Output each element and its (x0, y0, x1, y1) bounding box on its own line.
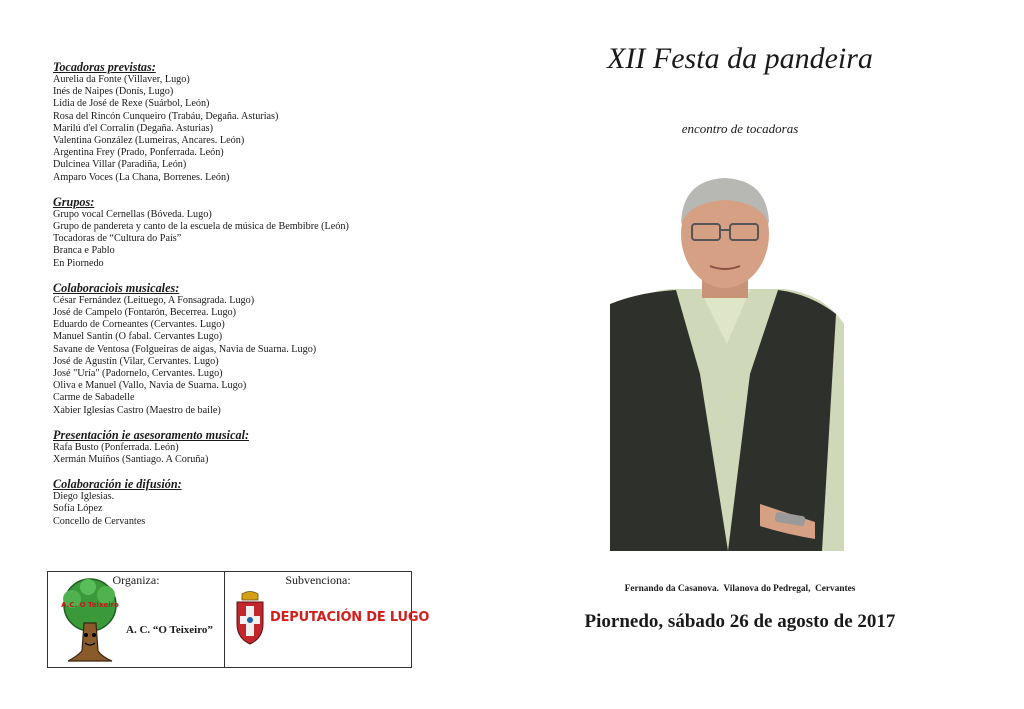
sponsors-box (47, 571, 430, 668)
tree-mascot-icon (58, 577, 122, 665)
section-tocadoras (53, 60, 473, 184)
section-colaboraciois (53, 281, 473, 417)
subvenciona-cell (225, 572, 430, 667)
list-item: Xermán Muíños (Santiago. A Coruña) (53, 454, 209, 466)
list-item: Xabier Iglesias Castro (Maestro de baile) (53, 404, 221, 416)
section-presentacion (53, 428, 473, 466)
organiza-cell (48, 572, 225, 667)
list-item: Savane de Ventosa (Folgueiras de aigas, Navia de Suarna. Lugo) (53, 343, 317, 355)
deputacion-logo-text: DEPUTACIÓN DE LUGO (270, 610, 430, 625)
list-item: Valentina González (Lumeiras, Ancares. León) (53, 135, 245, 147)
portrait-photo (610, 174, 844, 551)
poster-subtitle: encontro de tocadoras (681, 121, 799, 136)
subvenciona-label: Subvenciona: (285, 573, 351, 587)
organiza-label: Organiza: (112, 573, 160, 587)
list-item: Oliva e Manuel (Vallo, Navia de Suarna. Lugo) (53, 380, 247, 392)
list-item: Sofía López (53, 503, 103, 515)
section-heading: Colaboración ie difusión: (53, 477, 182, 492)
list-item: César Fernández (Leituego, A Fonsagrada. Lugo) (53, 294, 255, 306)
section-difusion (53, 477, 473, 528)
list-item: José "Uría" (Padornelo, Cervantes. Lugo) (53, 368, 223, 380)
list-item: Marilú d'el Corralín (Degaña. Asturias) (53, 122, 213, 134)
list-item: Tocadoras de “Cultura do País” (53, 233, 182, 245)
list-item: Branca e Pablo (53, 245, 115, 257)
list-item: Dulcinea Villar (Paradiña, León) (53, 159, 187, 171)
list-item: Rafa Busto (Ponferrada. León) (53, 441, 179, 453)
list-item: Amparo Voces (La Chana, Borrenes. León) (53, 171, 230, 183)
list-item: Manuel Santín (O fabal. Cervantes Lugo) (53, 331, 223, 343)
list-item: Inés de Naipes (Donís, Lugo) (53, 86, 174, 98)
poster-title: XII Festa da pandeira (607, 42, 873, 75)
section-heading: Colaboraciois musicales: (53, 280, 180, 295)
list-item: Eduardo de Corneantes (Cervantes. Lugo) (53, 319, 225, 331)
list-item: Rosa del Rincón Cunqueiro (Trabáu, Degaña. Asturias) (53, 110, 279, 122)
section-heading: Presentación ie asesoramento musical: (53, 427, 250, 442)
list-item: Aurelia da Fonte (Villaver, Lugo) (53, 74, 190, 85)
organiza-name: A. C. “O Teixeiro” (126, 624, 213, 636)
list-item: Lidia de José de Rexe (Suárbol, León) (53, 98, 210, 110)
svg-text:A.C. O Teixeiro: A.C. O Teixeiro (61, 601, 119, 609)
list-item: Diego Iglesias. (53, 491, 115, 503)
section-grupos (53, 195, 473, 270)
list-item: Argentina Frey (Prado, Ponferrada. León) (53, 147, 224, 159)
section-heading: Tocadoras previstas: (53, 60, 156, 74)
credits-column (53, 60, 473, 539)
section-heading: Grupos: (53, 194, 95, 209)
list-item: Concello de Cervantes (53, 515, 146, 527)
list-item: Grupo vocal Cernellas (Bóveda. Lugo) (53, 208, 212, 220)
list-item: Grupo de pandereta y canto de la escuela de música de Bembibre (León) (53, 221, 349, 233)
event-date: Piornedo, sábado 26 de agosto de 2017 (584, 611, 896, 632)
list-item: Carme de Sabadelle (53, 392, 135, 404)
photo-caption: Fernando da Casanova. Vilanova do Pedregal, Cervantes (624, 584, 856, 594)
coat-of-arms-icon (234, 590, 266, 646)
list-item: José de Agustín (Vilar, Cervantes. Lugo) (53, 355, 219, 367)
list-item: José de Campelo (Fontarón, Becerrea. Lugo) (53, 307, 237, 319)
list-item: En Piornedo (53, 257, 104, 269)
